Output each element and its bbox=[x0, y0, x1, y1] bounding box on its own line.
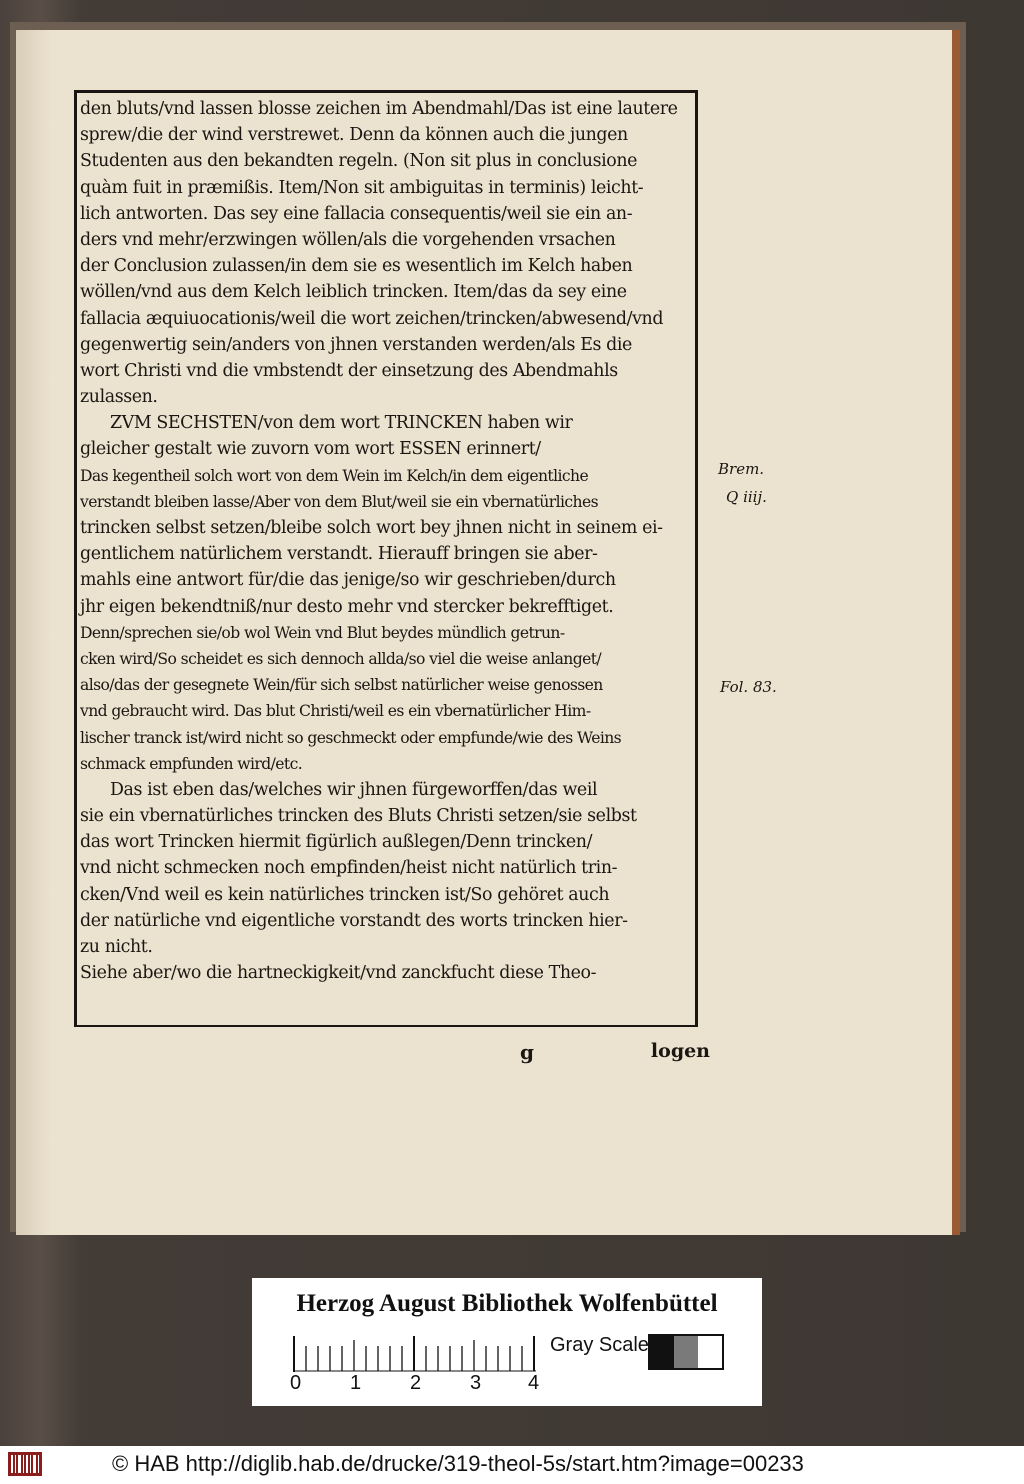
signature-mark: g bbox=[520, 1040, 534, 1064]
section-heading-line: ZVM SECHSTEN/von dem wort TRINCKEN haben wir bbox=[110, 413, 573, 434]
copyright-text: © HAB http://diglib.hab.de/drucke/319-theol-5s/start.htm?image=00233 bbox=[112, 1451, 804, 1476]
text-line: zu nicht. bbox=[80, 937, 153, 957]
gray-swatch-dark bbox=[650, 1336, 674, 1368]
gray-swatch-mid bbox=[674, 1336, 698, 1368]
text-line: zulassen. bbox=[80, 387, 158, 408]
margin-note-folio: Fol. 83. bbox=[720, 678, 777, 696]
text-line: Siehe aber/wo die hartneckigkeit/vnd zanckfucht diese Theo- bbox=[80, 963, 597, 984]
text-block bbox=[80, 96, 698, 986]
text-line: lischer tranck ist/wird nicht so geschmeckt oder empfunde/wie des Weins bbox=[80, 728, 622, 747]
text-line: wort Christi vnd die vmbstendt der einsetzung des Abendmahls bbox=[80, 360, 618, 381]
margin-note-signature: Q iiij. bbox=[726, 488, 767, 506]
text-line: der Conclusion zulassen/in dem sie es wesentlich im Kelch haben bbox=[80, 256, 633, 277]
page-footer bbox=[510, 1040, 710, 1070]
ruler-scale bbox=[292, 1336, 542, 1372]
scale-number: 3 bbox=[470, 1372, 482, 1394]
text-line: verstandt bleiben lasse/Aber von dem Blut/weil sie ein vbernatürliches bbox=[80, 492, 598, 511]
text-line: schmack empfunden wird/etc. bbox=[80, 754, 303, 773]
copyright-bar bbox=[0, 1446, 1024, 1484]
text-line: fallacia æquiuocationis/weil die wort zeichen/trincken/abwesend/vnd bbox=[80, 308, 664, 329]
text-line: den bluts/vnd lassen blosse zeichen im Abendmahl/Das ist eine lautere bbox=[80, 99, 678, 119]
gray-swatch-light bbox=[698, 1336, 722, 1368]
text-line: sprew/die der wind verstrewet. Denn da können auch die jungen bbox=[80, 125, 628, 146]
text-line: das wort Trincken hiermit figürlich außlegen/Denn trincken/ bbox=[80, 832, 593, 853]
text-line: cken/Vnd weil es kein natürliches trincken ist/So gehöret auch bbox=[80, 884, 610, 905]
text-line: sie ein vbernatürliches trincken des Bluts Christi setzen/sie selbst bbox=[80, 806, 637, 827]
text-line: vnd nicht schmecken noch empfinden/heist nicht natürlich trin- bbox=[80, 858, 618, 879]
text-line: trincken selbst setzen/bleibe solch wort bey jhnen nicht in seinem ei- bbox=[80, 518, 663, 538]
library-name: Herzog August Bibliothek Wolfenbüttel bbox=[296, 1290, 718, 1317]
text-line: Studenten aus den bekandten regeln. (Non sit plus in conclusione bbox=[80, 151, 638, 172]
text-line: der natürliche vnd eigentliche vorstandt des worts trincken hier- bbox=[80, 910, 628, 931]
scale-number: 2 bbox=[410, 1372, 422, 1394]
scale-number: 1 bbox=[350, 1372, 362, 1394]
gray-scale-label: Gray Scale bbox=[550, 1334, 649, 1356]
scale-number: 4 bbox=[528, 1372, 540, 1394]
text-line: wöllen/vnd aus dem Kelch leiblich trincken. Item/das da sey eine bbox=[80, 282, 627, 303]
barcode-icon bbox=[8, 1450, 42, 1478]
catchword: logen bbox=[650, 1040, 710, 1062]
text-line: gegenwertig sein/anders von jhnen verstanden werden/als Es die bbox=[80, 334, 632, 355]
text-line: vnd gebraucht wird. Das blut Christi/weil es ein vbernatürlicher Him- bbox=[80, 702, 591, 721]
text-line: Denn/sprechen sie/ob wol Wein vnd Blut beydes mündlich getrun- bbox=[80, 623, 565, 642]
text-line: gentlichem natürlichem verstandt. Hierauff bringen sie aber- bbox=[80, 544, 598, 565]
text-line: gleicher gestalt wie zuvorn vom wort ESSEN erinnert/ bbox=[80, 439, 541, 460]
text-line: also/das der gesegnete Wein/für sich selbst natürlicher weise genossen bbox=[80, 676, 603, 695]
gray-scale-swatches bbox=[648, 1334, 724, 1370]
text-line: mahls eine antwort für/die das jenige/so wir geschrieben/durch bbox=[80, 570, 616, 591]
text-line: cken wird/So scheidet es sich dennoch allda/so viel die weise anlanget/ bbox=[80, 649, 602, 668]
margin-note-brem: Brem. bbox=[718, 460, 765, 478]
text-line: Das ist eben das/welches wir jhnen fürgeworffen/das weil bbox=[110, 779, 598, 800]
text-line: jhr eigen bekendtniß/nur desto mehr vnd stercker bekrefftiget. bbox=[80, 596, 614, 617]
text-line: ders vnd mehr/erzwingen wöllen/als die vorgehenden vrsachen bbox=[80, 229, 616, 250]
color-target-card bbox=[252, 1278, 762, 1406]
page-gutter bbox=[16, 30, 52, 1235]
bottom-rule bbox=[74, 1025, 698, 1027]
scale-number: 0 bbox=[290, 1372, 302, 1394]
text-line: quàm fuit in præmißis. Item/Non sit ambiguitas in terminis) leicht- bbox=[80, 177, 644, 198]
text-line: Das kegentheil solch wort von dem Wein im Kelch/in dem eigentliche bbox=[80, 466, 589, 485]
text-line: lich antworten. Das sey eine fallacia consequentis/weil sie ein an- bbox=[80, 203, 633, 224]
